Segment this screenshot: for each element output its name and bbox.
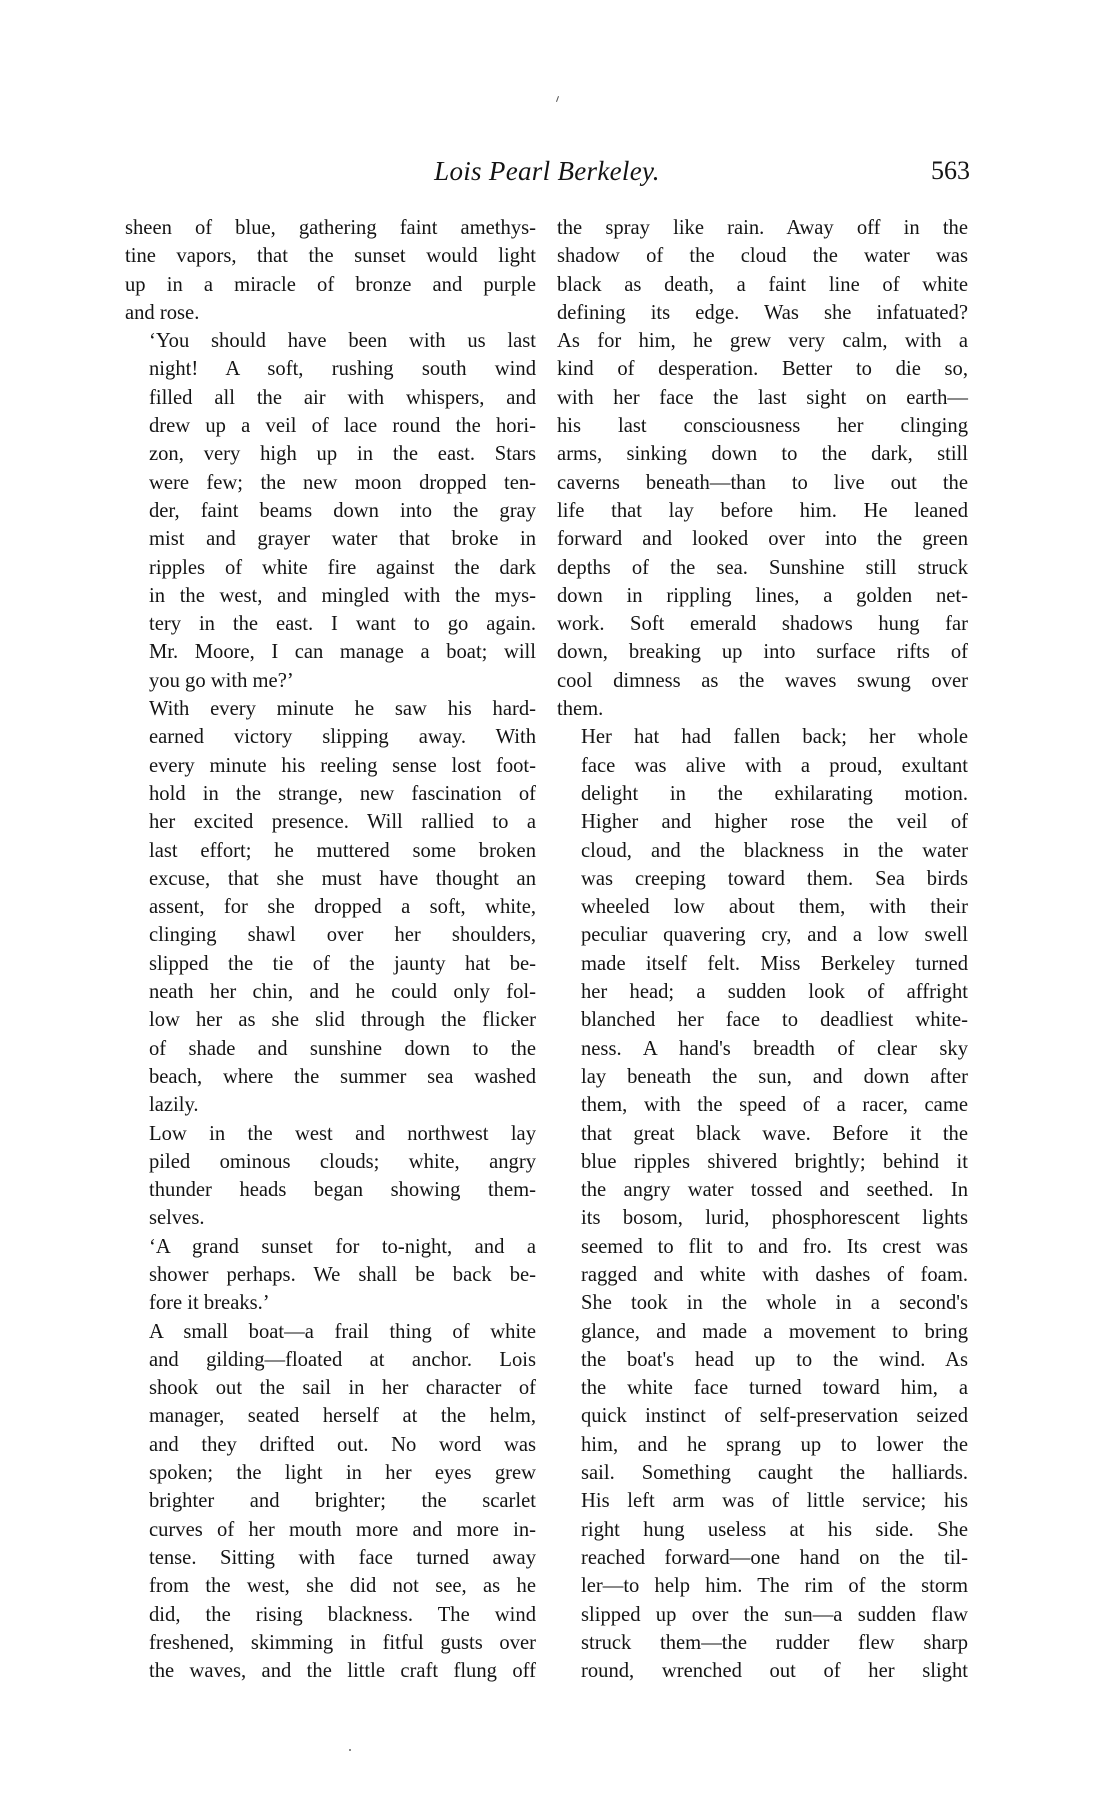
text-line: Higher and higher rose the veil of <box>581 811 968 834</box>
text-line: arms, sinking down to the dark, still <box>557 443 968 466</box>
text-line: blue ripples shivered brightly; behind it <box>581 1150 968 1173</box>
text-line: drew up a veil of lace round the hori- <box>149 415 536 438</box>
text-line: forward and looked over into the green <box>557 528 968 551</box>
text-line: filled all the air with whispers, and <box>149 386 536 409</box>
text-line: down in rippling lines, a golden net- <box>557 584 968 607</box>
text-line: face was alive with a proud, exultant <box>581 754 968 777</box>
text-line: tine vapors, that the sunset would light <box>125 245 536 268</box>
text-line: quick instinct of self-preservation seized <box>581 1405 968 1428</box>
text-line: down, breaking up into surface rifts of <box>557 641 968 664</box>
text-line: her excited presence. Will rallied to a <box>149 811 536 834</box>
text-line: Low in the west and northwest lay <box>149 1122 536 1145</box>
text-line: blanched her face to deadliest white- <box>581 1009 968 1032</box>
text-line: reached forward—one hand on the til- <box>581 1546 968 1569</box>
text-line: piled ominous clouds; white, angry <box>149 1150 536 1173</box>
text-line: ‘A grand sunset for to-night, and a <box>149 1235 536 1258</box>
text-line: every minute his reeling sense lost foot- <box>149 754 536 777</box>
text-line: depths of the sea. Sunshine still struck <box>557 556 968 579</box>
text-line: low her as she slid through the flicker <box>149 1009 536 1032</box>
text-line: last effort; he muttered some broken <box>149 839 536 862</box>
text-line: them, with the speed of a racer, came <box>581 1094 968 1117</box>
text-line: With every minute he saw his hard- <box>149 698 536 721</box>
paragraph <box>125 327 536 695</box>
text-line: and rose. <box>125 301 200 324</box>
scan-speck <box>349 1749 351 1751</box>
text-line: shower perhaps. We shall be back be- <box>149 1263 536 1286</box>
text-line: right hung useless at his side. She <box>581 1518 968 1541</box>
text-line: She took in the whole in a second's <box>581 1292 968 1315</box>
text-line: manager, seated herself at the helm, <box>149 1405 536 1428</box>
text-line: work. Soft emerald shadows hung far <box>557 613 968 636</box>
text-line: tery in the east. I want to go again. <box>149 613 536 636</box>
text-line: its bosom, lurid, phosphorescent lights <box>581 1207 968 1230</box>
paragraph <box>557 214 968 723</box>
text-line: delight in the exhilarating motion. <box>581 782 968 805</box>
text-line: Mr. Moore, I can manage a boat; will <box>149 641 536 664</box>
text-line: night! A soft, rushing south wind <box>149 358 536 381</box>
text-line: life that lay before him. He leaned <box>557 499 968 522</box>
text-line: did, the rising blackness. The wind <box>149 1603 536 1626</box>
text-line: shook out the sail in her character of <box>149 1377 536 1400</box>
paragraph <box>557 723 968 1685</box>
text-line: hold in the strange, new fascination of <box>149 782 536 805</box>
text-line: A small boat—a frail thing of white <box>149 1320 536 1343</box>
text-line: neath her chin, and he could only fol- <box>149 981 536 1004</box>
text-line: brighter and brighter; the scarlet <box>149 1490 536 1513</box>
running-title: Lois Pearl Berkeley. <box>434 156 660 186</box>
text-line: ripples of white fire against the dark <box>149 556 536 579</box>
left-column <box>125 214 536 1685</box>
text-line: thunder heads began showing them- <box>149 1179 536 1202</box>
text-line: seemed to flit to and fro. Its crest was <box>581 1235 968 1258</box>
text-line: As for him, he grew very calm, with a <box>557 330 968 353</box>
text-line: earned victory slipping away. With <box>149 726 536 749</box>
text-line: the spray like rain. Away off in the <box>557 217 968 239</box>
text-line: her head; a sudden look of affright <box>581 981 968 1004</box>
text-line: sheen of blue, gathering faint amethys- <box>125 217 536 239</box>
text-line: clinging shawl over her shoulders, <box>149 924 536 947</box>
text-line: the angry water tossed and seethed. In <box>581 1179 968 1202</box>
text-line: in the west, and mingled with the mys- <box>149 584 536 607</box>
text-line: the white face turned toward him, a <box>581 1377 968 1400</box>
text-line: defining its edge. Was she infatuated? <box>557 301 968 324</box>
text-line: kind of desperation. Better to die so, <box>557 358 968 381</box>
text-line: ler—to help him. The rim of the storm <box>581 1575 968 1598</box>
scan-mark <box>556 96 559 102</box>
text-line: of shade and sunshine down to the <box>149 1037 536 1060</box>
text-line: Her hat had fallen back; her whole <box>581 726 968 749</box>
text-line: cloud, and the blackness in the water <box>581 839 968 862</box>
text-line: shadow of the cloud the water was <box>557 245 968 268</box>
text-line: the waves, and the little craft flung off <box>149 1660 536 1683</box>
text-line: his last consciousness her clinging <box>557 415 968 438</box>
page-number: 563 <box>931 156 970 185</box>
text-line: fore it breaks.’ <box>149 1292 270 1315</box>
paragraph <box>125 1318 536 1686</box>
paragraph <box>125 695 536 1119</box>
text-line: and they drifted out. No word was <box>149 1433 536 1456</box>
text-line: tense. Sitting with face turned away <box>149 1546 536 1569</box>
paragraph <box>125 1233 536 1318</box>
paragraph <box>125 1120 536 1233</box>
text-line: spoken; the light in her eyes grew <box>149 1462 536 1485</box>
text-line: with her face the last sight on earth— <box>557 386 968 409</box>
text-line: ragged and white with dashes of foam. <box>581 1263 968 1286</box>
text-line: excuse, that she must have thought an <box>149 867 536 890</box>
text-line: der, faint beams down into the gray <box>149 499 536 522</box>
text-line: black as death, a faint line of white <box>557 273 968 296</box>
text-line: caverns beneath—than to live out the <box>557 471 968 494</box>
text-line: wheeled low about them, with their <box>581 896 968 919</box>
text-line: assent, for she dropped a soft, white, <box>149 896 536 919</box>
text-line: round, wrenched out of her slight <box>581 1660 968 1683</box>
text-line: slipped the tie of the jaunty hat be- <box>149 952 536 975</box>
text-line: freshened, skimming in fitful gusts over <box>149 1631 536 1654</box>
text-line: selves. <box>149 1207 205 1230</box>
text-line: was creeping toward them. Sea birds <box>581 867 968 890</box>
text-line: you go with me?’ <box>149 669 294 692</box>
right-column <box>557 214 968 1685</box>
text-line: made itself felt. Miss Berkeley turned <box>581 952 968 975</box>
text-line: slipped up over the sun—a sudden flaw <box>581 1603 968 1626</box>
text-line: mist and grayer water that broke in <box>149 528 536 551</box>
paragraph <box>125 214 536 327</box>
text-line: were few; the new moon dropped ten- <box>149 471 536 494</box>
text-line: the boat's head up to the wind. As <box>581 1348 968 1371</box>
text-line: him, and he sprang up to lower the <box>581 1433 968 1456</box>
text-line: and gilding—floated at anchor. Lois <box>149 1348 536 1371</box>
text-line: cool dimness as the waves swung over <box>557 669 968 692</box>
text-line: lay beneath the sun, and down after <box>581 1065 968 1088</box>
text-line: curves of her mouth more and more in- <box>149 1518 536 1541</box>
text-line: zon, very high up in the east. Stars <box>149 443 536 466</box>
text-line: struck them—the rudder flew sharp <box>581 1631 968 1654</box>
text-line: peculiar quavering cry, and a low swell <box>581 924 968 947</box>
text-line: from the west, she did not see, as he <box>149 1575 536 1598</box>
text-line: sail. Something caught the halliards. <box>581 1462 968 1485</box>
text-line: ‘You should have been with us last <box>149 330 536 353</box>
running-head <box>124 156 970 192</box>
text-line: glance, and made a movement to bring <box>581 1320 968 1343</box>
text-line: that great black wave. Before it the <box>581 1122 968 1145</box>
text-line: His left arm was of little service; his <box>581 1490 968 1513</box>
text-line: them. <box>557 698 604 721</box>
text-line: lazily. <box>149 1094 199 1117</box>
text-line: ness. A hand's breadth of clear sky <box>581 1037 968 1060</box>
text-line: up in a miracle of bronze and purple <box>125 273 536 296</box>
text-line: beach, where the summer sea washed <box>149 1065 536 1088</box>
